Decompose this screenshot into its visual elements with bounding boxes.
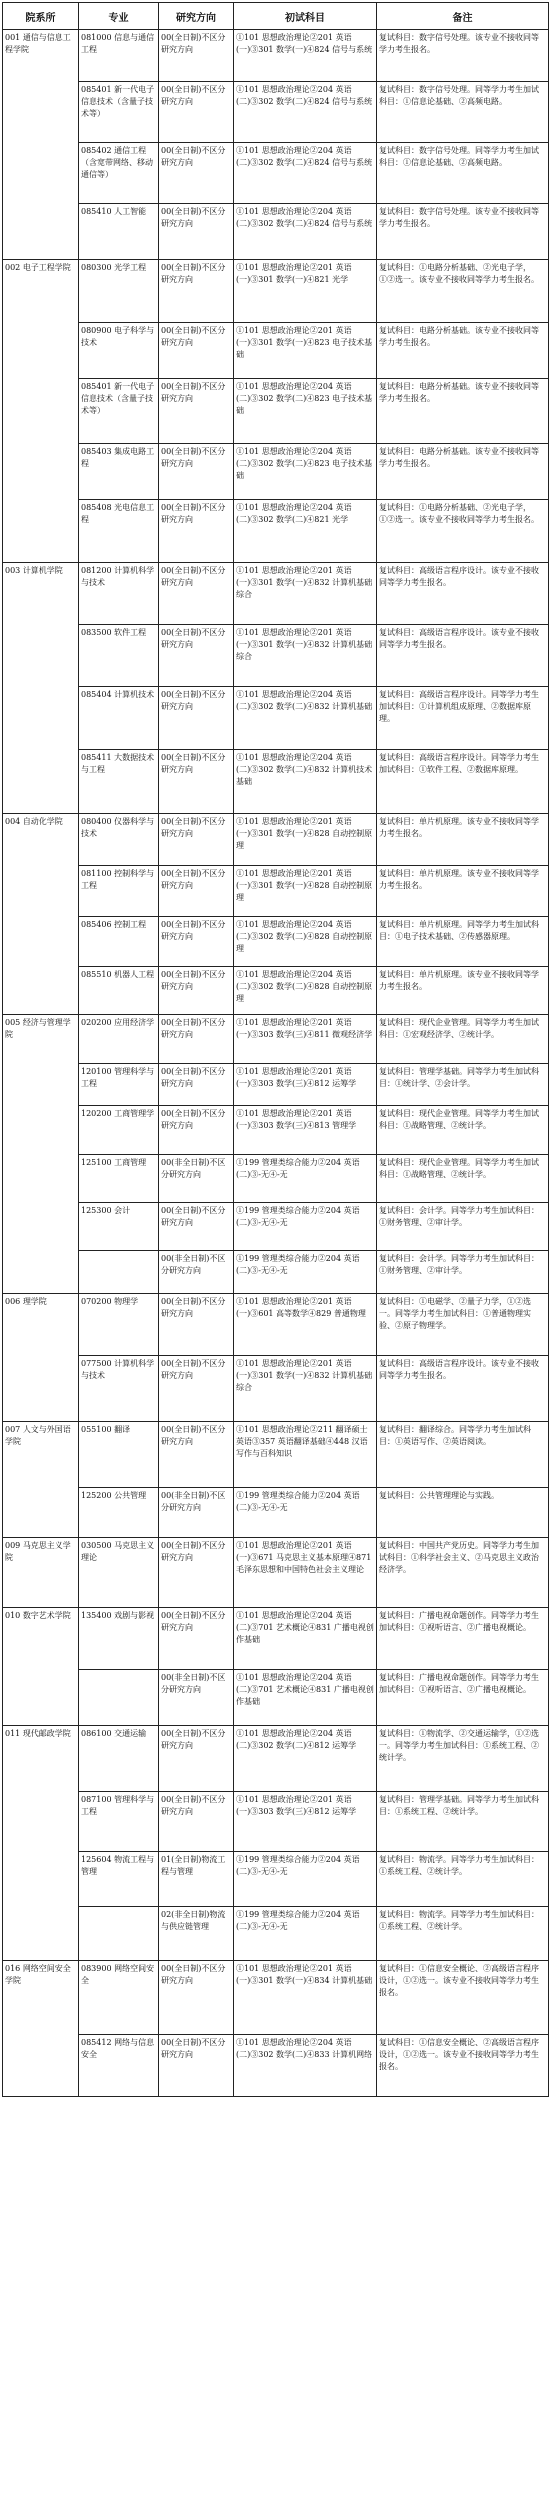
dir-cell: 00(非全日制)不区分研究方向: [159, 1251, 234, 1294]
table-row: [3, 625, 549, 687]
dir-cell: 00(全日制)不区分研究方向: [159, 1294, 234, 1356]
dept-cell: 004 自动化学院: [3, 814, 79, 1015]
exam-cell: ①101 思想政治理论②204 英语(二)③302 数学(二)④824 信号与系统: [234, 204, 377, 260]
major-cell: 120100 管理科学与工程: [79, 1064, 159, 1106]
major-cell: 085411 大数据技术与工程: [79, 750, 159, 814]
table-row: [3, 500, 549, 563]
admission-table: [2, 2, 549, 2097]
dir-cell: 00(全日制)不区分研究方向: [159, 1356, 234, 1422]
table-row: [3, 204, 549, 260]
exam-cell: ①101 思想政治理论②201 英语(一)③301 数学(一)④824 信号与系统: [234, 30, 377, 82]
major-cell: 085403 集成电路工程: [79, 444, 159, 500]
exam-cell: ①199 管理类综合能力②204 英语(二)③-无④-无: [234, 1907, 377, 1961]
major-cell: 085401 新一代电子信息技术（含量子技术等）: [79, 379, 159, 444]
dir-cell: 00(全日制)不区分研究方向: [159, 563, 234, 625]
table-row: [3, 866, 549, 917]
note-cell: 复试科目：高级语言程序设计。该专业不接收同等学力考生报名。: [377, 563, 549, 625]
exam-cell: ①101 思想政治理论②211 翻译硕士英语③357 英语翻译基础④448 汉语写作与百科知识: [234, 1422, 377, 1488]
exam-cell: ①101 思想政治理论②201 英语(一)③303 数学(三)④812 运筹学: [234, 1792, 377, 1852]
exam-cell: ①101 思想政治理论②204 英语(二)③302 数学(二)④832 计算机基础: [234, 687, 377, 750]
dir-cell: 00(全日制)不区分研究方向: [159, 30, 234, 82]
dept-cell: 011 现代邮政学院: [3, 1726, 79, 1961]
exam-cell: ①199 管理类综合能力②204 英语(二)③-无④-无: [234, 1852, 377, 1907]
dir-cell: 00(全日制)不区分研究方向: [159, 1726, 234, 1792]
exam-cell: ①101 思想政治理论②201 英语(一)③301 数学(一)④832 计算机基础综合: [234, 563, 377, 625]
exam-cell: ①101 思想政治理论②204 英语(二)③302 数学(二)④828 自动控制原理: [234, 917, 377, 967]
note-cell: 复试科目：中国共产党历史。同等学力考生加试科目：①科学社会主义、②马克思主义政治经济学。: [377, 1538, 549, 1608]
header-row: [3, 3, 549, 30]
dir-cell: 00(全日制)不区分研究方向: [159, 1064, 234, 1106]
major-cell: 081200 计算机科学与技术: [79, 563, 159, 625]
major-cell: 085408 光电信息工程: [79, 500, 159, 563]
table-row: [3, 379, 549, 444]
table-row: [3, 1670, 549, 1726]
table-row: [3, 814, 549, 866]
table-row: [3, 1015, 549, 1064]
note-cell: 复试科目：①电路分析基础、②光电子学，①②选一。该专业不接收同等学力考生报名。: [377, 500, 549, 563]
major-cell: 085410 人工智能: [79, 204, 159, 260]
note-cell: 复试科目：数字信号处理。该专业不接收同等学力考生报名。: [377, 30, 549, 82]
major-cell: 020200 应用经济学: [79, 1015, 159, 1064]
major-cell: 055100 翻译: [79, 1422, 159, 1488]
header-major: 专业: [79, 3, 159, 30]
dir-cell: 00(全日制)不区分研究方向: [159, 1538, 234, 1608]
table-row: [3, 1907, 549, 1961]
dir-cell: 01(全日制)物流工程与管理: [159, 1852, 234, 1907]
table-row: [3, 1064, 549, 1106]
note-cell: 复试科目：广播电视命题创作。同等学力考生加试科目：①视听语言、②广播电视概论。: [377, 1670, 549, 1726]
major-cell: 085510 机器人工程: [79, 967, 159, 1015]
note-cell: 复试科目：现代企业管理。同等学力考生加试科目：①战略管理、②统计学。: [377, 1155, 549, 1203]
dir-cell: 00(全日制)不区分研究方向: [159, 379, 234, 444]
major-cell: 086100 交通运输: [79, 1726, 159, 1792]
dir-cell: 00(全日制)不区分研究方向: [159, 814, 234, 866]
dept-cell: 005 经济与管理学院: [3, 1015, 79, 1294]
note-cell: 复试科目：物流学。同等学力考生加试科目：①系统工程、②统计学。: [377, 1907, 549, 1961]
note-cell: 复试科目：①电磁学、②量子力学，①②选一。同等学力考生加试科目：①普通物理实验、②原子物理学。: [377, 1294, 549, 1356]
dir-cell: 00(全日制)不区分研究方向: [159, 625, 234, 687]
note-cell: 复试科目：单片机原理。该专业不接收同等学力考生报名。: [377, 967, 549, 1015]
dir-cell: 00(全日制)不区分研究方向: [159, 866, 234, 917]
table-row: [3, 30, 549, 82]
table-row: [3, 1106, 549, 1155]
major-cell: 080400 仪器科学与技术: [79, 814, 159, 866]
exam-cell: ①199 管理类综合能力②204 英语(二)③-无④-无: [234, 1203, 377, 1251]
table-row: [3, 1608, 549, 1670]
major-cell: 085401 新一代电子信息技术（含量子技术等）: [79, 82, 159, 143]
exam-cell: ①101 思想政治理论②201 英语(一)③301 数学(一)④832 计算机基础综合: [234, 625, 377, 687]
exam-cell: ①101 思想政治理论②201 英语(一)③303 数学(三)④811 微观经济学: [234, 1015, 377, 1064]
major-cell: 080900 电子科学与技术: [79, 323, 159, 379]
table-row: [3, 1488, 549, 1538]
dir-cell: 00(全日制)不区分研究方向: [159, 1422, 234, 1488]
major-cell: 135400 戏剧与影视: [79, 1608, 159, 1670]
exam-cell: ①101 思想政治理论②204 英语(二)③302 数学(二)④823 电子技术基础: [234, 379, 377, 444]
exam-cell: ①199 管理类综合能力②204 英语(二)③-无④-无: [234, 1155, 377, 1203]
major-cell: 085406 控制工程: [79, 917, 159, 967]
major-cell: 085404 计算机技术: [79, 687, 159, 750]
table-row: [3, 687, 549, 750]
exam-cell: ①101 思想政治理论②204 英语(二)③302 数学(二)④833 计算机网络: [234, 2035, 377, 2097]
major-cell: 030500 马克思主义理论: [79, 1538, 159, 1608]
table-row: [3, 1294, 549, 1356]
exam-cell: ①199 管理类综合能力②204 英语(二)③-无④-无: [234, 1488, 377, 1538]
exam-cell: ①101 思想政治理论②201 英语(一)③301 数学(一)④834 计算机基础: [234, 1961, 377, 2035]
dept-cell: 010 数字艺术学院: [3, 1608, 79, 1726]
dir-cell: 00(全日制)不区分研究方向: [159, 1792, 234, 1852]
dir-cell: 00(全日制)不区分研究方向: [159, 204, 234, 260]
major-cell: 081000 信息与通信工程: [79, 30, 159, 82]
table-body: [3, 30, 549, 2097]
note-cell: 复试科目：电路分析基础。该专业不接收同等学力考生报名。: [377, 444, 549, 500]
exam-cell: ①101 思想政治理论②204 英语(二)③701 艺术概论④831 广播电视创作基础: [234, 1670, 377, 1726]
table-row: [3, 1155, 549, 1203]
dir-cell: 00(全日制)不区分研究方向: [159, 143, 234, 204]
table-row: [3, 1792, 549, 1852]
dir-cell: 00(全日制)不区分研究方向: [159, 260, 234, 323]
table-row: [3, 967, 549, 1015]
dir-cell: 00(全日制)不区分研究方向: [159, 750, 234, 814]
major-cell: 080300 光学工程: [79, 260, 159, 323]
note-cell: 复试科目：高级语言程序设计。该专业不接收同等学力考生报名。: [377, 1356, 549, 1422]
note-cell: 复试科目：会计学。同等学力考生加试科目：①财务管理、②审计学。: [377, 1251, 549, 1294]
major-cell: [79, 1907, 159, 1961]
dir-cell: 02(非全日制)物流与供应链管理: [159, 1907, 234, 1961]
dir-cell: 00(全日制)不区分研究方向: [159, 1106, 234, 1155]
major-cell: 120200 工商管理学: [79, 1106, 159, 1155]
major-cell: 085402 通信工程（含宽带网络、移动通信等）: [79, 143, 159, 204]
note-cell: 复试科目：公共管理理论与实践。: [377, 1488, 549, 1538]
exam-cell: ①101 思想政治理论②201 英语(一)③671 马克思主义基本原理④871 毛泽东思想和中国特色社会主义理论: [234, 1538, 377, 1608]
exam-cell: ①101 思想政治理论②204 英语(二)③302 数学(二)④824 信号与系统: [234, 143, 377, 204]
note-cell: 复试科目：会计学。同等学力考生加试科目：①财务管理、②审计学。: [377, 1203, 549, 1251]
dir-cell: 00(全日制)不区分研究方向: [159, 2035, 234, 2097]
dir-cell: 00(全日制)不区分研究方向: [159, 444, 234, 500]
note-cell: 复试科目：高级语言程序设计。同等学力考生加试科目：①软件工程、②数据库原理。: [377, 750, 549, 814]
dir-cell: 00(全日制)不区分研究方向: [159, 323, 234, 379]
dir-cell: 00(全日制)不区分研究方向: [159, 687, 234, 750]
table-row: [3, 1203, 549, 1251]
note-cell: 复试科目：单片机原理。该专业不接收同等学力考生报名。: [377, 814, 549, 866]
major-cell: [79, 1251, 159, 1294]
major-cell: 085412 网络与信息安全: [79, 2035, 159, 2097]
table-row: [3, 82, 549, 143]
table-row: [3, 1852, 549, 1907]
major-cell: 087100 管理科学与工程: [79, 1792, 159, 1852]
note-cell: 复试科目：①物流学、②交通运输学，①②选一。同等学力考生加试科目：①系统工程、②统计学。: [377, 1726, 549, 1792]
major-cell: 077500 计算机科学与技术: [79, 1356, 159, 1422]
dir-cell: 00(全日制)不区分研究方向: [159, 1961, 234, 2035]
table-row: [3, 1538, 549, 1608]
table-row: [3, 563, 549, 625]
dept-cell: 016 网络空间安全学院: [3, 1961, 79, 2097]
header-exam: 初试科目: [234, 3, 377, 30]
exam-cell: ①101 思想政治理论②201 英语(一)③303 数学(三)④812 运筹学: [234, 1064, 377, 1106]
dir-cell: 00(全日制)不区分研究方向: [159, 1203, 234, 1251]
note-cell: 复试科目：广播电视命题创作。同等学力考生加试科目：①视听语言、②广播电视概论。: [377, 1608, 549, 1670]
exam-cell: ①101 思想政治理论②201 英语(一)③303 数学(三)④813 管理学: [234, 1106, 377, 1155]
dir-cell: 00(非全日制)不区分研究方向: [159, 1155, 234, 1203]
table-row: [3, 2035, 549, 2097]
table-row: [3, 143, 549, 204]
table-row: [3, 1356, 549, 1422]
dir-cell: 00(全日制)不区分研究方向: [159, 917, 234, 967]
dir-cell: 00(全日制)不区分研究方向: [159, 967, 234, 1015]
major-cell: 125100 工商管理: [79, 1155, 159, 1203]
note-cell: 复试科目：翻译综合。同等学力考生加试科目：①英语写作、②英语阅读。: [377, 1422, 549, 1488]
major-cell: 125200 公共管理: [79, 1488, 159, 1538]
dept-cell: 006 理学院: [3, 1294, 79, 1422]
header-direction: 研究方向: [159, 3, 234, 30]
dir-cell: 00(全日制)不区分研究方向: [159, 500, 234, 563]
note-cell: 复试科目：高级语言程序设计。同等学力考生加试科目：①计算机组成原理、②数据库原理。: [377, 687, 549, 750]
note-cell: 复试科目：管理学基础。同等学力考生加试科目：①系统工程、②统计学。: [377, 1792, 549, 1852]
note-cell: 复试科目：电路分析基础。该专业不接收同等学力考生报名。: [377, 323, 549, 379]
exam-cell: ①101 思想政治理论②201 英语(一)③301 数学(一)④832 计算机基础综合: [234, 1356, 377, 1422]
major-cell: [79, 1670, 159, 1726]
exam-cell: ①199 管理类综合能力②204 英语(二)③-无④-无: [234, 1251, 377, 1294]
exam-cell: ①101 思想政治理论②204 英语(二)③302 数学(二)④812 运筹学: [234, 1726, 377, 1792]
table-row: [3, 1422, 549, 1488]
exam-cell: ①101 思想政治理论②201 英语(一)③301 数学(一)④828 自动控制原理: [234, 866, 377, 917]
exam-cell: ①101 思想政治理论②204 英语(二)③701 艺术概论④831 广播电视创作基础: [234, 1608, 377, 1670]
note-cell: 复试科目：物流学。同等学力考生加试科目：①系统工程、②统计学。: [377, 1852, 549, 1907]
dir-cell: 00(全日制)不区分研究方向: [159, 82, 234, 143]
note-cell: 复试科目：数字信号处理。该专业不接收同等学力考生报名。: [377, 204, 549, 260]
table-row: [3, 1726, 549, 1792]
table-row: [3, 444, 549, 500]
table-row: [3, 917, 549, 967]
dir-cell: 00(全日制)不区分研究方向: [159, 1608, 234, 1670]
exam-cell: ①101 思想政治理论②201 英语(一)③301 数学(一)④821 光学: [234, 260, 377, 323]
note-cell: 复试科目：管理学基础。同等学力考生加试科目：①统计学、②会计学。: [377, 1064, 549, 1106]
major-cell: 083500 软件工程: [79, 625, 159, 687]
table-row: [3, 323, 549, 379]
exam-cell: ①101 思想政治理论②201 英语(一)③301 数学(一)④828 自动控制原理: [234, 814, 377, 866]
note-cell: 复试科目：①信息安全概论、②高级语言程序设计，①②选一。该专业不接收同等学力考生报名。: [377, 2035, 549, 2097]
table-row: [3, 1251, 549, 1294]
major-cell: 083900 网络空间安全: [79, 1961, 159, 2035]
header-note: 备注: [377, 3, 549, 30]
exam-cell: ①101 思想政治理论②201 英语(一)③601 高等数学④829 普通物理: [234, 1294, 377, 1356]
note-cell: 复试科目：单片机原理。同等学力考生加试科目：①电子技术基础、②传感器原理。: [377, 917, 549, 967]
note-cell: 复试科目：单片机原理。该专业不接收同等学力考生报名。: [377, 866, 549, 917]
dept-cell: 003 计算机学院: [3, 563, 79, 814]
exam-cell: ①101 思想政治理论②201 英语(一)③301 数学(一)④823 电子技术基础: [234, 323, 377, 379]
major-cell: 125300 会计: [79, 1203, 159, 1251]
note-cell: 复试科目：电路分析基础。该专业不接收同等学力考生报名。: [377, 379, 549, 444]
dept-cell: 002 电子工程学院: [3, 260, 79, 563]
dept-cell: 001 通信与信息工程学院: [3, 30, 79, 260]
dept-cell: 009 马克思主义学院: [3, 1538, 79, 1608]
note-cell: 复试科目：①信息安全概论、②高级语言程序设计，①②选一。该专业不接收同等学力考生报名。: [377, 1961, 549, 2035]
header-dept: 院系所: [3, 3, 79, 30]
note-cell: 复试科目：数字信号处理。同等学力考生加试科目：①信息论基础、②高频电路。: [377, 143, 549, 204]
exam-cell: ①101 思想政治理论②204 英语(二)③302 数学(二)④828 自动控制原理: [234, 967, 377, 1015]
dept-cell: 007 人文与外国语学院: [3, 1422, 79, 1538]
note-cell: 复试科目：数字信号处理。同等学力考生加试科目：①信息论基础、②高频电路。: [377, 82, 549, 143]
major-cell: 081100 控制科学与工程: [79, 866, 159, 917]
exam-cell: ①101 思想政治理论②204 英语(二)③302 数学(二)④821 光学: [234, 500, 377, 563]
note-cell: 复试科目：高级语言程序设计。该专业不接收同等学力考生报名。: [377, 625, 549, 687]
exam-cell: ①101 思想政治理论②204 英语(二)③302 数学(二)④832 计算机技术基础: [234, 750, 377, 814]
table-row: [3, 750, 549, 814]
table-row: [3, 1961, 549, 2035]
note-cell: 复试科目：现代企业管理。同等学力考生加试科目：①战略管理、②统计学。: [377, 1106, 549, 1155]
exam-cell: ①101 思想政治理论②204 英语(二)③302 数学(二)④823 电子技术基础: [234, 444, 377, 500]
major-cell: 125604 物流工程与管理: [79, 1852, 159, 1907]
dir-cell: 00(全日制)不区分研究方向: [159, 1015, 234, 1064]
note-cell: 复试科目：现代企业管理。同等学力考生加试科目：①宏观经济学、②统计学。: [377, 1015, 549, 1064]
table-row: [3, 260, 549, 323]
note-cell: 复试科目：①电路分析基础、②光电子学，①②选一。该专业不接收同等学力考生报名。: [377, 260, 549, 323]
major-cell: 070200 物理学: [79, 1294, 159, 1356]
dir-cell: 00(非全日制)不区分研究方向: [159, 1488, 234, 1538]
dir-cell: 00(非全日制)不区分研究方向: [159, 1670, 234, 1726]
exam-cell: ①101 思想政治理论②204 英语(二)③302 数学(二)④824 信号与系统: [234, 82, 377, 143]
